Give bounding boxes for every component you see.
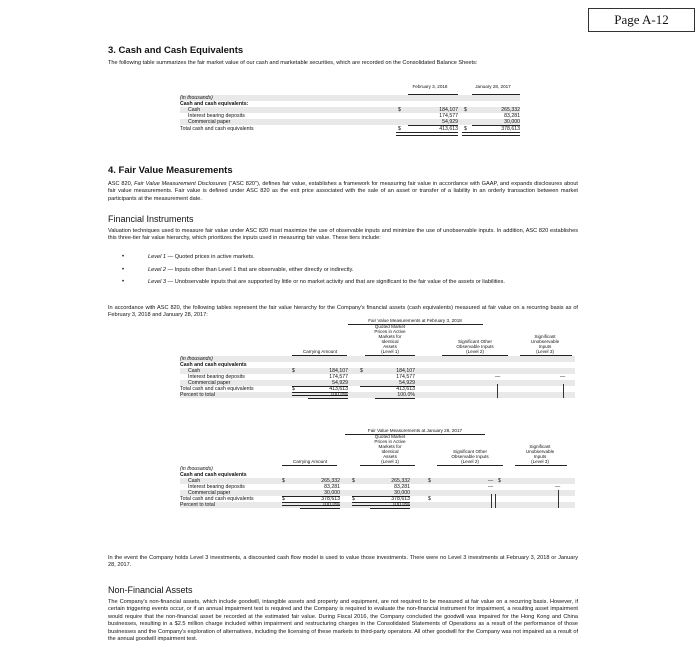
table-row: Cash xyxy=(188,368,201,374)
level3-note: In the event the Company holds Level 3 investments, a discounted cash flow model is used to value those investments. There were no Level 3 investments at February 3, 2018 or January 28, 2017. xyxy=(108,555,578,569)
section-3-heading: 3. Cash and Cash Equivalents xyxy=(108,45,244,56)
list-item: • Level 2 — Inputs other than Level 1 that are observable, either directly or indirectly. xyxy=(122,266,578,275)
table-row: Commercial paper xyxy=(188,380,231,386)
non-financial-heading: Non-Financial Assets xyxy=(108,585,193,595)
table-row-percent: Percent to total xyxy=(180,392,215,398)
financial-instruments-heading: Financial Instruments xyxy=(108,214,194,224)
list-item: • Level 3 — Unobservable inputs that are supported by little or no market activity and that are significant to the fair value of the assets or liabilities. xyxy=(122,279,578,286)
table-row: Cash xyxy=(188,107,201,113)
table-row-total: Total cash and cash equivalents xyxy=(180,126,254,132)
fair-value-table-2017: Fair Value Measurements at January 28, 2017 Quoted Market Prices in Active Markets for Identical Assets (Level 1) Significant Other Observable Inputs (Level 2) Significant Unobservable Inputs (Level 3) Carrying Amount (in thousands) Cash and cash equivalents Cash $ 265,332 $ 265,332 $ — $ Interest bearing deposits 83,281 83,281 — — Commercial paper 30,000 30,000 Total cash and cash equivalents $ 378,613 $ 378,613 $ Percent to total 100.0% 100.0% xyxy=(180,428,575,548)
page-label: Page A-12 xyxy=(588,8,695,32)
table-row-total: Total cash and cash equivalents xyxy=(180,496,254,502)
fair-value-table-2018: Fair Value Measurements at February 3, 2018 Quoted Market Prices in Active Markets for Identical Assets (Level 1) Significant Other Observable Inputs (Level 2) Significant Unobservable Inputs (Level 3) Carrying Amount (in thousands) Cash and cash equivalents Cash $ 184,107 $ 184,107 Interest bearing deposits 174,577 174,577 — — Commercial paper 54,929 54,929 Total cash and cash equivalents $ 413,613 413,613 Percent to total 100.0% 100.0% xyxy=(180,318,575,426)
table-row: Cash xyxy=(188,478,201,484)
level-list xyxy=(122,253,578,286)
table-row: Commercial paper xyxy=(188,490,231,496)
list-item: • Level 1 — Quoted prices in active markets. xyxy=(122,253,578,262)
valuation-paragraph: Valuation techniques used to measure fair value under ASC 820 must maximize the use of observable inputs and minimize the use of unobservable inputs. In addition, ASC 820 establishes this three-tier fair value hierarchy, which prioritizes the inputs used in measuring fair value. These tiers include: xyxy=(108,228,578,242)
cash-units: (in thousands) xyxy=(180,95,520,101)
section-4-heading: 4. Fair Value Measurements xyxy=(108,165,233,176)
table-row-percent: Percent to total xyxy=(180,502,215,508)
table-row: Interest bearing deposits xyxy=(188,374,245,380)
cash-col2-header: January 28, 2017 xyxy=(475,84,511,89)
cash-group-label: Cash and cash equivalents: xyxy=(180,101,249,107)
non-financial-paragraph: The Company's non-financial assets, which include goodwill, intangible assets and property and equipment, are not required to be measured at fair value on a recurring basis. However, if certain triggering events occur, or if an annual impairment test is required and the Company is required to evaluate the non-financial instrument for impairment, a resulting asset impairment would require that the non-financial asset be recorded at the estimated fair value. During Fiscal 2016, the Company concluded the goodwill was impaired for the Hong Kong and China businesses, resulting in a $2.5 million charge included within impairment and restructuring charges in the Consolidated Statements of Operations as a result of the performance of those businesses and the Company's exploration of alternatives, including the licensing of these markets to third-party operators. All other goodwill for the Company was not impaired as a result of the annual goodwill impairment test. xyxy=(108,599,578,643)
table-title: Fair Value Measurements at February 3, 2018 xyxy=(368,318,462,323)
table-title: Fair Value Measurements at January 28, 2017 xyxy=(367,428,463,433)
section-3-intro: The following table summarizes the fair market value of our cash and marketable securities, which are recorded on the Consolidated Balance Sheets: xyxy=(108,60,478,66)
table-row-total: Total cash and cash equivalents xyxy=(180,386,254,392)
hierarchy-paragraph: In accordance with ASC 820, the following tables represent the fair value hierarchy for the Company's financial assets (cash equivalents) measured at fair value on a recurring basis as of February 3, 2018 and January 28, 2017: xyxy=(108,305,578,319)
asc820-paragraph: ASC 820, Fair Value Measurement Disclosures ("ASC 820"), defines fair value, establishes a framework for measuring fair value in accordance with GAAP, and expands disclosures about fair value measurements. Fair value is defined under ASC 820 as the exit price associated with the sale of an asset or transfer of a liability in an orderly transaction between market participants at the measurement date. xyxy=(108,181,578,202)
cash-table: February 3, 2018 January 28, 2017 (in thousands) Cash and cash equivalents: Cash $ 184,107 $ 265,332 Interest bearing deposits 174,577 83,281 Commercial paper 54,929 30,000 Total cash and cash equivalents $ 413,613 $ 378,613 xyxy=(180,84,520,142)
table-row: Interest bearing deposits xyxy=(188,484,245,490)
cash-col1-header: February 3, 2018 xyxy=(412,84,448,89)
table-row: Interest bearing deposits xyxy=(188,113,245,119)
table-row: Commercial paper xyxy=(188,119,231,125)
